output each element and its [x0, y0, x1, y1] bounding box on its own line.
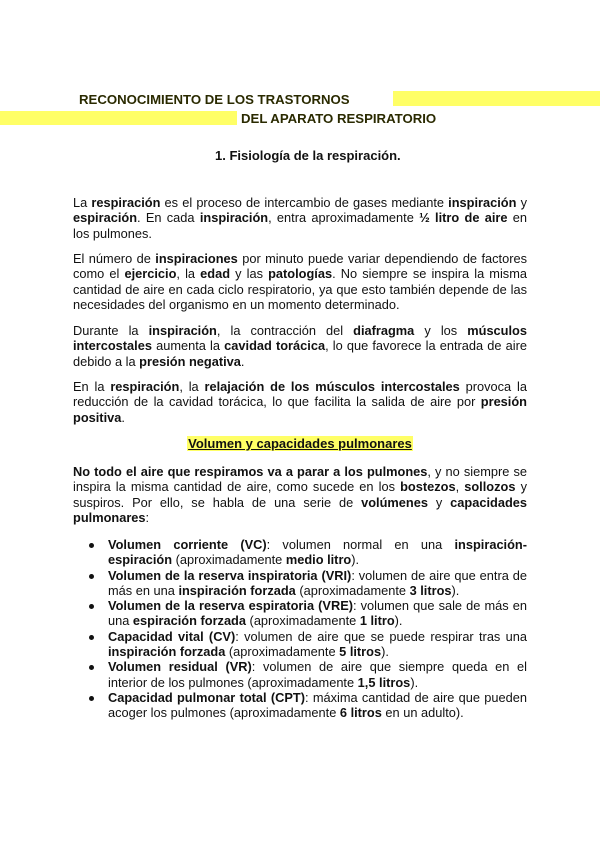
- paragraph-2: El número de inspiraciones por minuto puede variar dependiendo de factores como el ejercicio, la edad y las patologías. No siempre se inspira la misma cantidad de aire en cada ciclo respiratorio, ya que esto también depende de las necesidades del organismo en un momento determinado.: [73, 251, 527, 312]
- list-item: Volumen de la reserva inspiratoria (VRI): volumen de aire que entra de más en una inspiración forzada (aproximadamente 3 litros).: [73, 568, 527, 599]
- volumes-list: [73, 537, 527, 721]
- title-highlight-left: [0, 111, 237, 125]
- bullet-icon: [89, 543, 94, 548]
- list-item: Capacidad pulmonar total (CPT): máxima cantidad de aire que pueden acoger los pulmones (aproximadamente 6 litros en un adulto).: [73, 690, 527, 721]
- list-item: Volumen residual (VR): volumen de aire que siempre queda en el interior de los pulmones (aproximadamente 1,5 litros).: [73, 659, 527, 690]
- document-title-line1: RECONOCIMIENTO DE LOS TRASTORNOS: [79, 92, 350, 107]
- list-item: Capacidad vital (CV): volumen de aire que se puede respirar tras una inspiración forzada (aproximadamente 5 litros).: [73, 629, 527, 660]
- volumes-heading-text: Volumen y capacidades pulmonares: [188, 436, 412, 451]
- title-highlight-right: [393, 91, 600, 106]
- bullet-icon: [89, 665, 94, 670]
- bullet-icon: [89, 635, 94, 640]
- list-item: Volumen corriente (VC): volumen normal en una inspiración-espiración (aproximadamente medio litro).: [73, 537, 527, 568]
- list-item: Volumen de la reserva espiratoria (VRE): volumen que sale de más en una espiración forzada (aproximadamente 1 litro).: [73, 598, 527, 629]
- bullet-icon: [89, 696, 94, 701]
- bullet-icon: [89, 604, 94, 609]
- paragraph-4: En la respiración, la relajación de los músculos intercostales provoca la reducción de la cavidad torácica, lo que facilita la salida de aire por presión positiva.: [73, 379, 527, 425]
- section-heading: 1. Fisiología de la respiración.: [215, 148, 401, 163]
- document-title-line2: DEL APARATO RESPIRATORIO: [241, 111, 437, 126]
- volumes-heading: [0, 436, 600, 451]
- paragraph-1: La respiración es el proceso de intercambio de gases mediante inspiración y espiración. En cada inspiración, entra aproximadamente ½ litro de aire en los pulmones.: [73, 195, 527, 241]
- bullet-icon: [89, 574, 94, 579]
- volumes-intro: No todo el aire que respiramos va a parar a los pulmones, y no siempre se inspira la misma cantidad de aire, como sucede en los bostezos, sollozos y suspiros. Por ello, se habla de una serie de volúmenes y capacidades pulmonares:: [73, 464, 527, 525]
- paragraph-3: Durante la inspiración, la contracción del diafragma y los músculos intercostales aumenta la cavidad torácica, lo que favorece la entrada de aire debido a la presión negativa.: [73, 323, 527, 369]
